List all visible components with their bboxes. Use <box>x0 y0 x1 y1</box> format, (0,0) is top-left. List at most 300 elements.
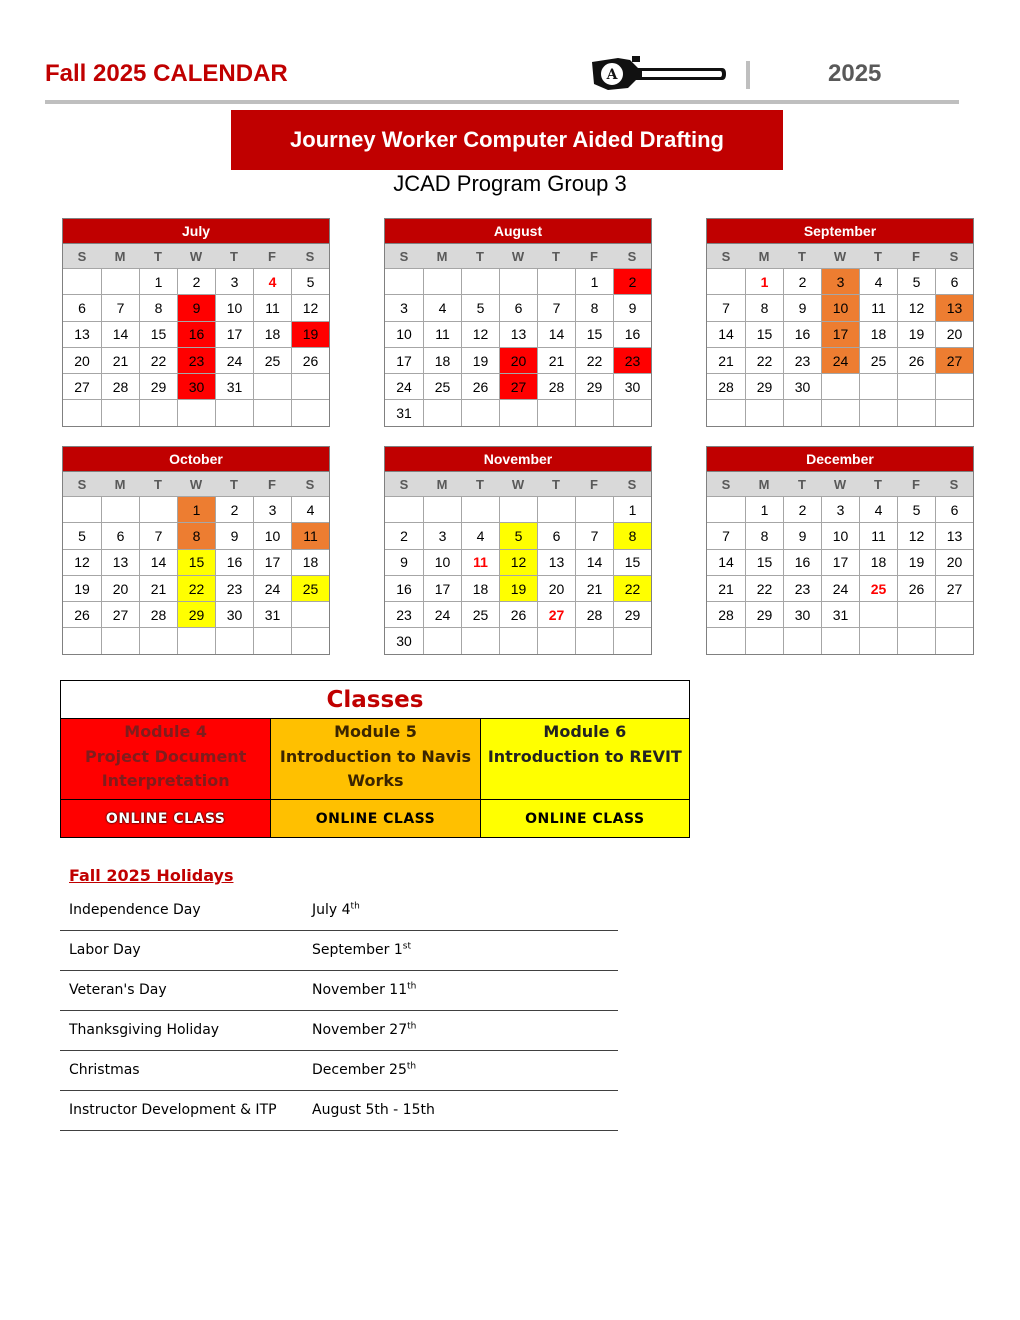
day-cell: 22 <box>139 347 177 373</box>
weekday-label: S <box>721 248 731 264</box>
day-cell: 9 <box>215 522 253 548</box>
module-4-cell <box>61 719 270 799</box>
empty-day-cell <box>423 496 461 522</box>
day-cell: 30 <box>177 373 215 399</box>
month-name: November <box>385 447 651 471</box>
day-cell: 20 <box>63 347 101 373</box>
weekday-label: W <box>189 248 203 264</box>
class-mode-row <box>61 800 689 837</box>
day-cell: 2 <box>177 268 215 294</box>
day-cell: 10 <box>215 294 253 320</box>
empty-day-cell <box>499 399 537 425</box>
empty-day-cell <box>253 399 291 425</box>
day-cell: 12 <box>291 294 329 320</box>
weekday-label: M <box>436 476 448 492</box>
day-cell: 11 <box>859 522 897 548</box>
day-grid <box>63 496 329 654</box>
empty-day-cell <box>177 399 215 425</box>
day-cell: 21 <box>101 347 139 373</box>
day-cell: 2 <box>215 496 253 522</box>
day-cell: 4 <box>461 522 499 548</box>
day-cell: 18 <box>859 549 897 575</box>
empty-day-cell <box>783 627 821 653</box>
day-cell: 12 <box>897 294 935 320</box>
program-banner: Journey Worker Computer Aided Drafting <box>231 110 783 170</box>
day-cell: 19 <box>461 347 499 373</box>
holiday-name: Labor Day <box>69 942 141 958</box>
weekday-label: M <box>758 476 770 492</box>
program-subtitle: JCAD Program Group 3 <box>393 171 627 196</box>
day-cell: 15 <box>575 321 613 347</box>
day-cell: 19 <box>499 575 537 601</box>
empty-day-cell <box>461 268 499 294</box>
day-cell: 23 <box>613 347 651 373</box>
empty-day-cell <box>461 627 499 653</box>
day-cell: 14 <box>707 321 745 347</box>
day-cell: 12 <box>897 522 935 548</box>
day-cell: 1 <box>575 268 613 294</box>
day-cell: 8 <box>745 522 783 548</box>
day-cell: 27 <box>63 373 101 399</box>
weekday-label: F <box>590 476 598 492</box>
empty-day-cell <box>177 627 215 653</box>
module-6-mode: ONLINE CLASS <box>480 800 689 837</box>
day-cell: 14 <box>139 549 177 575</box>
classes-title: Classes <box>61 681 689 719</box>
day-cell: 20 <box>935 321 973 347</box>
day-cell: 4 <box>859 496 897 522</box>
empty-day-cell <box>537 399 575 425</box>
day-cell: 18 <box>859 321 897 347</box>
day-cell: 10 <box>423 549 461 575</box>
day-cell: 10 <box>821 294 859 320</box>
empty-day-cell <box>821 627 859 653</box>
day-cell: 6 <box>537 522 575 548</box>
day-cell: 3 <box>253 496 291 522</box>
month-august <box>384 218 652 427</box>
day-cell: 9 <box>783 522 821 548</box>
day-cell: 12 <box>461 321 499 347</box>
day-cell: 30 <box>613 373 651 399</box>
holiday-date-text: November 11 <box>312 982 408 998</box>
empty-day-cell <box>859 601 897 627</box>
day-cell: 23 <box>215 575 253 601</box>
day-cell: 8 <box>745 294 783 320</box>
weekday-label: W <box>833 248 847 264</box>
weekday-label: T <box>230 476 238 492</box>
weekday-label: S <box>77 476 87 492</box>
empty-day-cell <box>101 399 139 425</box>
day-cell: 6 <box>101 522 139 548</box>
day-grid <box>385 496 651 654</box>
day-cell: 10 <box>385 321 423 347</box>
weekday-label: S <box>949 476 959 492</box>
day-cell: 4 <box>291 496 329 522</box>
day-cell: 20 <box>935 549 973 575</box>
empty-day-cell <box>499 496 537 522</box>
day-cell: 24 <box>253 575 291 601</box>
weekday-label: W <box>189 476 203 492</box>
day-cell: 23 <box>177 347 215 373</box>
empty-day-cell <box>291 373 329 399</box>
module-4-mode: ONLINE CLASS <box>61 800 270 837</box>
day-cell: 19 <box>291 321 329 347</box>
weekday-label: F <box>912 476 920 492</box>
day-cell: 2 <box>385 522 423 548</box>
day-cell: 16 <box>215 549 253 575</box>
day-cell: 27 <box>101 601 139 627</box>
logo-text: A <box>606 67 618 83</box>
empty-day-cell <box>537 627 575 653</box>
day-cell: 19 <box>63 575 101 601</box>
day-cell: 5 <box>897 496 935 522</box>
day-cell: 23 <box>385 601 423 627</box>
day-cell: 9 <box>385 549 423 575</box>
empty-day-cell <box>897 373 935 399</box>
empty-day-cell <box>63 627 101 653</box>
day-cell: 28 <box>139 601 177 627</box>
day-cell: 31 <box>253 601 291 627</box>
holiday-date-suffix: th <box>407 1021 417 1032</box>
empty-day-cell <box>745 399 783 425</box>
day-cell: 3 <box>423 522 461 548</box>
weekday-label: S <box>305 476 315 492</box>
day-cell: 24 <box>423 601 461 627</box>
weekday-label: S <box>721 476 731 492</box>
day-cell: 11 <box>461 549 499 575</box>
day-cell: 30 <box>385 627 423 653</box>
day-cell: 17 <box>821 549 859 575</box>
day-cell: 16 <box>177 321 215 347</box>
month-december <box>706 446 974 655</box>
day-cell: 16 <box>385 575 423 601</box>
day-cell: 21 <box>707 347 745 373</box>
weekday-label: S <box>949 248 959 264</box>
day-cell: 26 <box>499 601 537 627</box>
month-july <box>62 218 330 427</box>
holiday-date-text: December 25 <box>312 1062 407 1078</box>
day-cell: 7 <box>101 294 139 320</box>
day-cell: 19 <box>897 321 935 347</box>
weekday-label: F <box>590 248 598 264</box>
holiday-name: Instructor Development & ITP <box>69 1102 277 1118</box>
empty-day-cell <box>537 496 575 522</box>
month-name: October <box>63 447 329 471</box>
month-name: December <box>707 447 973 471</box>
empty-day-cell <box>63 496 101 522</box>
day-cell: 8 <box>177 522 215 548</box>
holiday-row <box>60 1091 618 1131</box>
weekday-label: M <box>114 248 126 264</box>
day-cell: 13 <box>63 321 101 347</box>
empty-day-cell <box>423 627 461 653</box>
holiday-date <box>312 982 416 998</box>
weekday-label: W <box>833 476 847 492</box>
empty-day-cell <box>935 373 973 399</box>
header-divider <box>746 61 750 89</box>
day-cell: 29 <box>745 373 783 399</box>
day-cell: 14 <box>537 321 575 347</box>
module-line: Project Document <box>84 746 247 766</box>
day-cell: 13 <box>499 321 537 347</box>
day-cell: 15 <box>177 549 215 575</box>
empty-day-cell <box>499 268 537 294</box>
empty-day-cell <box>291 399 329 425</box>
holiday-date-suffix: st <box>402 941 411 952</box>
day-cell: 8 <box>613 522 651 548</box>
holiday-row <box>60 891 618 931</box>
empty-day-cell <box>707 627 745 653</box>
module-row <box>61 719 689 800</box>
holiday-date <box>312 1102 435 1118</box>
day-cell: 20 <box>101 575 139 601</box>
day-cell: 1 <box>613 496 651 522</box>
day-cell: 2 <box>613 268 651 294</box>
empty-day-cell <box>859 399 897 425</box>
day-cell: 22 <box>177 575 215 601</box>
day-cell: 29 <box>745 601 783 627</box>
empty-day-cell <box>291 627 329 653</box>
weekday-label: M <box>436 248 448 264</box>
day-cell: 25 <box>423 373 461 399</box>
weekday-header-row <box>385 471 651 496</box>
empty-day-cell <box>423 268 461 294</box>
day-grid <box>707 496 973 654</box>
module-line: Module 4 <box>124 722 208 741</box>
day-cell: 5 <box>499 522 537 548</box>
month-october <box>62 446 330 655</box>
day-cell: 22 <box>745 347 783 373</box>
holiday-date-text: September 1 <box>312 942 403 958</box>
empty-day-cell <box>575 399 613 425</box>
day-cell: 18 <box>423 347 461 373</box>
day-grid <box>385 268 651 426</box>
day-cell: 5 <box>461 294 499 320</box>
day-cell: 21 <box>707 575 745 601</box>
weekday-label: S <box>627 248 637 264</box>
day-cell: 28 <box>537 373 575 399</box>
day-grid <box>707 268 973 426</box>
day-cell: 13 <box>935 522 973 548</box>
empty-day-cell <box>575 627 613 653</box>
day-cell: 5 <box>63 522 101 548</box>
module-line: Module 6 <box>543 722 627 741</box>
day-cell: 12 <box>499 549 537 575</box>
day-cell: 9 <box>783 294 821 320</box>
day-cell: 27 <box>499 373 537 399</box>
day-cell: 3 <box>821 268 859 294</box>
weekday-label: S <box>627 476 637 492</box>
day-cell: 18 <box>461 575 499 601</box>
empty-day-cell <box>63 399 101 425</box>
day-cell: 25 <box>253 347 291 373</box>
holiday-name: Thanksgiving Holiday <box>69 1022 220 1038</box>
day-cell: 26 <box>897 347 935 373</box>
day-cell: 24 <box>821 575 859 601</box>
module-5-cell <box>270 719 479 799</box>
empty-day-cell <box>385 268 423 294</box>
weekday-label: F <box>912 248 920 264</box>
day-cell: 5 <box>897 268 935 294</box>
day-cell: 1 <box>139 268 177 294</box>
empty-day-cell <box>101 496 139 522</box>
day-cell: 4 <box>253 268 291 294</box>
day-cell: 18 <box>291 549 329 575</box>
day-cell: 1 <box>177 496 215 522</box>
header-year: 2025 <box>828 60 882 87</box>
month-name: September <box>707 219 973 243</box>
empty-day-cell <box>745 627 783 653</box>
day-cell: 28 <box>575 601 613 627</box>
weekday-label: S <box>305 248 315 264</box>
weekday-header-row <box>63 471 329 496</box>
day-cell: 22 <box>575 347 613 373</box>
day-cell: 24 <box>215 347 253 373</box>
empty-day-cell <box>139 496 177 522</box>
empty-day-cell <box>461 399 499 425</box>
empty-day-cell <box>215 399 253 425</box>
module-6-cell <box>480 719 689 799</box>
weekday-label: F <box>268 476 276 492</box>
day-cell: 28 <box>707 373 745 399</box>
day-cell: 11 <box>253 294 291 320</box>
day-cell: 25 <box>461 601 499 627</box>
day-cell: 26 <box>897 575 935 601</box>
module-line: Introduction to REVIT <box>487 746 682 766</box>
day-cell: 26 <box>461 373 499 399</box>
day-cell: 7 <box>707 522 745 548</box>
day-cell: 29 <box>575 373 613 399</box>
day-cell: 7 <box>537 294 575 320</box>
holiday-name: Christmas <box>69 1062 140 1078</box>
day-cell: 30 <box>783 373 821 399</box>
holidays-title: Fall 2025 Holidays <box>69 866 234 885</box>
empty-day-cell <box>423 399 461 425</box>
holiday-date-text: August 5th - 15th <box>312 1102 435 1118</box>
module-line: Works <box>347 771 404 790</box>
day-cell: 29 <box>177 601 215 627</box>
empty-day-cell <box>385 496 423 522</box>
day-cell: 17 <box>385 347 423 373</box>
holiday-date-suffix: th <box>350 901 360 912</box>
empty-day-cell <box>859 373 897 399</box>
day-cell: 26 <box>291 347 329 373</box>
day-cell: 25 <box>859 575 897 601</box>
weekday-header-row <box>385 243 651 268</box>
empty-day-cell <box>215 627 253 653</box>
day-cell: 30 <box>783 601 821 627</box>
module-line: Interpretation <box>101 771 230 790</box>
day-cell: 18 <box>253 321 291 347</box>
holiday-row <box>60 971 618 1011</box>
weekday-label: T <box>798 248 806 264</box>
day-cell: 17 <box>423 575 461 601</box>
page-title: Fall 2025 CALENDAR <box>45 60 288 87</box>
day-cell: 9 <box>177 294 215 320</box>
holiday-row <box>60 931 618 971</box>
weekday-label: T <box>552 248 560 264</box>
module-5-mode: ONLINE CLASS <box>270 800 479 837</box>
day-cell: 19 <box>897 549 935 575</box>
day-cell: 12 <box>63 549 101 575</box>
day-cell: 14 <box>101 321 139 347</box>
day-cell: 21 <box>139 575 177 601</box>
weekday-header-row <box>707 471 973 496</box>
day-cell: 13 <box>101 549 139 575</box>
empty-day-cell <box>935 399 973 425</box>
weekday-header-row <box>707 243 973 268</box>
weekday-label: S <box>77 248 87 264</box>
empty-day-cell <box>707 496 745 522</box>
holiday-date <box>312 942 411 958</box>
month-september <box>706 218 974 427</box>
day-cell: 29 <box>613 601 651 627</box>
day-grid <box>63 268 329 426</box>
day-cell: 15 <box>613 549 651 575</box>
day-cell: 13 <box>935 294 973 320</box>
weekday-label: S <box>399 248 409 264</box>
empty-day-cell <box>139 399 177 425</box>
day-cell: 4 <box>423 294 461 320</box>
day-cell: 1 <box>745 496 783 522</box>
weekday-label: W <box>511 248 525 264</box>
weekday-label: T <box>230 248 238 264</box>
day-cell: 14 <box>575 549 613 575</box>
month-november <box>384 446 652 655</box>
day-cell: 22 <box>613 575 651 601</box>
day-cell: 1 <box>745 268 783 294</box>
holiday-name: Independence Day <box>69 902 201 918</box>
holiday-date <box>312 1062 416 1078</box>
day-cell: 3 <box>215 268 253 294</box>
day-cell: 20 <box>499 347 537 373</box>
day-cell: 31 <box>385 399 423 425</box>
day-cell: 11 <box>291 522 329 548</box>
weekday-label: T <box>874 248 882 264</box>
classes-table <box>60 680 690 838</box>
day-cell: 21 <box>575 575 613 601</box>
day-cell: 6 <box>935 496 973 522</box>
empty-day-cell <box>897 399 935 425</box>
weekday-label: T <box>552 476 560 492</box>
empty-day-cell <box>253 373 291 399</box>
holiday-date-text: July 4 <box>312 902 351 918</box>
day-cell: 6 <box>935 268 973 294</box>
day-cell: 23 <box>783 347 821 373</box>
day-cell: 2 <box>783 496 821 522</box>
day-cell: 7 <box>707 294 745 320</box>
day-cell: 16 <box>613 321 651 347</box>
day-cell: 14 <box>707 549 745 575</box>
holidays-table <box>60 891 618 1131</box>
empty-day-cell <box>897 627 935 653</box>
empty-day-cell <box>935 627 973 653</box>
day-cell: 15 <box>745 321 783 347</box>
day-cell: 30 <box>215 601 253 627</box>
empty-day-cell <box>253 627 291 653</box>
holiday-date-suffix: th <box>406 1061 417 1072</box>
day-cell: 6 <box>499 294 537 320</box>
day-cell: 26 <box>63 601 101 627</box>
weekday-label: T <box>798 476 806 492</box>
weekday-label: M <box>758 248 770 264</box>
weekday-header-row <box>63 243 329 268</box>
empty-day-cell <box>575 496 613 522</box>
day-cell: 16 <box>783 321 821 347</box>
empty-day-cell <box>499 627 537 653</box>
day-cell: 17 <box>821 321 859 347</box>
day-cell: 6 <box>63 294 101 320</box>
